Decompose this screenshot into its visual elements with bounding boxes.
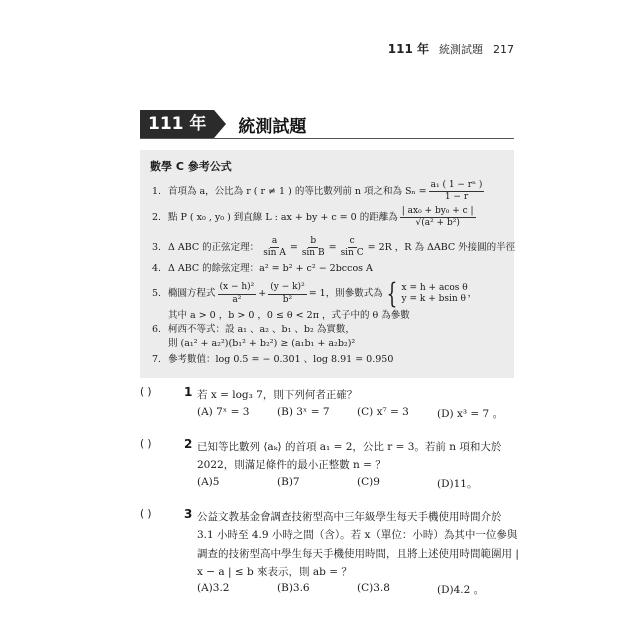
fraction-numerator: a <box>270 236 279 248</box>
option-b: (B)7 <box>277 476 300 488</box>
parametric-system <box>383 277 468 310</box>
formula-text: 橢圓方程式 <box>168 288 216 300</box>
option-a: (A)5 <box>197 476 220 488</box>
formula-number: 7. <box>152 354 162 365</box>
formula-item-2 <box>152 206 478 230</box>
question-stem: 已知等比數列 ⟨aₖ⟩ 的首項 a₁ = 2，公比 r = 3。若前 n 項和大於 2022，則滿足條件的最小正整數 n = ？ <box>197 441 502 472</box>
formula-item-6-cont <box>168 338 355 350</box>
formula-text: 參考數值：log 0.5 = − 0.301 、log 8.91 = 0.950 <box>168 354 394 365</box>
answer-blank[interactable]: ( ) <box>140 386 152 398</box>
formula-fraction <box>429 180 485 204</box>
option-c: (C) x⁷ = 3 <box>357 406 409 418</box>
formula-item-1 <box>152 180 486 204</box>
fraction-numerator: a₁ ( 1 − rⁿ ) <box>429 180 485 192</box>
fraction-numerator: (y − k)² <box>268 282 306 294</box>
answer-blank[interactable]: ( ) <box>140 508 152 520</box>
title-text: 統測試題 <box>238 116 307 137</box>
formula-text: = 2R ，R 為 ΔABC 外接圓的半徑 <box>367 241 516 253</box>
option-list <box>197 406 517 421</box>
formula-item-5-cont <box>168 310 410 322</box>
question-stem: 公益文教基金會調查技術型高中三年級學生每天手機使用時間介於 3.1 小時至 4.9 小時之間（含）。若 x（單位：小時）為其中一位參與調查的技術型高中學生每天手機使用時間，且將上述使用時間範圍用 | x − a | ≤ b 來表示，則 ab = ？ <box>197 511 519 579</box>
formula-text: Δ ABC 的餘弦定理：a² = b² + c² − 2bccos A <box>168 263 373 274</box>
option-a: (A)3.2 <box>197 582 230 594</box>
fraction-denominator: b² <box>282 294 293 305</box>
option-c: (C)9 <box>357 476 380 488</box>
formula-text: ， <box>467 288 478 300</box>
title-badge: 111 年 <box>140 110 214 138</box>
fraction-denominator: sin A <box>263 248 286 259</box>
running-head-year: 111 年 <box>387 42 429 56</box>
option-d: (D) x³ = 7 。 <box>437 408 504 420</box>
formula-text: 柯西不等式：設 a₁ 、a₂ 、b₁ 、b₂ 為實數， <box>168 324 355 335</box>
page-number: 217 <box>493 43 514 56</box>
formula-heading: 數學 C 參考公式 <box>150 160 232 173</box>
fraction-denominator: sin C <box>340 248 364 259</box>
question-1 <box>140 386 520 422</box>
question-number: 3 <box>184 507 193 521</box>
formula-fraction <box>300 236 327 260</box>
fraction-numerator: | ax₀ + by₀ + c | <box>400 206 476 218</box>
answer-blank[interactable]: ( ) <box>140 438 152 450</box>
running-head-section: 統測試題 <box>439 43 483 56</box>
formula-fraction <box>268 282 306 306</box>
fraction-denominator: √(a² + b²) <box>415 218 460 229</box>
formula-text: 點 P ( x₀ , y₀ ) 到直線 L : ax + by + c = 0 的距離為 <box>168 211 398 223</box>
formula-item-4 <box>152 263 373 275</box>
formula-fraction <box>400 206 476 230</box>
running-head <box>388 40 514 57</box>
formula-fraction <box>261 236 288 260</box>
option-b: (B) 3ˣ = 7 <box>277 406 330 418</box>
formula-fraction <box>218 282 257 306</box>
question-2 <box>140 438 520 494</box>
fraction-numerator: c <box>348 236 357 248</box>
option-list <box>197 476 517 491</box>
option-b: (B)3.6 <box>277 582 310 594</box>
formula-number: 6. <box>152 324 162 335</box>
formula-item-6 <box>152 324 355 336</box>
formula-item-5: 5. 橢圓方程式 $\frac{\text{(x − h)²}}{\text{a²}}$ + $\frac{\text{(y − k)²}}{\text{b²}}$ = 1，則參數式為 { x = h + acos θ y = k + bsin θ ， <box>152 277 478 310</box>
formula-item-7 <box>152 354 393 366</box>
question-number: 2 <box>184 437 193 451</box>
option-list <box>197 582 517 597</box>
formula-number: 3. <box>152 241 162 253</box>
option-d: (D)4.2 。 <box>437 584 485 596</box>
parametric-line: x = h + acos θ <box>401 282 468 293</box>
fraction-numerator: (x − h)² <box>218 282 257 294</box>
left-brace-icon: { <box>386 277 397 310</box>
title-divider <box>140 138 514 139</box>
question-number: 1 <box>184 385 193 399</box>
fraction-denominator: 1 − r <box>444 192 469 203</box>
formula-fraction <box>339 236 366 260</box>
formula-number: 1. <box>152 185 162 197</box>
formula-number: 4. <box>152 263 162 274</box>
formula-text: = 1，則參數式為 <box>308 288 383 300</box>
option-d: (D)11。 <box>437 478 478 490</box>
fraction-numerator: b <box>308 236 318 248</box>
reference-formula-box <box>140 150 514 378</box>
formula-text: Δ ABC 的正弦定理： <box>168 241 260 253</box>
parametric-line: y = k + bsin θ <box>401 294 466 304</box>
fraction-denominator: a² <box>232 294 242 305</box>
option-c: (C)3.8 <box>357 582 390 594</box>
formula-text: 則 (a₁² + a₂²)(b₁² + b₂²) ≥ (a₁b₁ + a₂b₂)² <box>168 338 356 349</box>
question-stem: 若 x = log₃ 7，則下列何者正確？ <box>197 389 358 401</box>
chapter-title <box>140 110 306 138</box>
formula-item-3: 3. Δ ABC 的正弦定理： $\frac{a}{\text{sin A}}$ = $\frac{b}{\text{sin B}}$ = $\frac{c}{\text{sin C}}$ = 2R ，R 為 ΔABC 外接圓的半徑 <box>152 236 516 259</box>
option-a: (A) 7ˣ = 3 <box>197 406 250 418</box>
formula-text: 首項為 a，公比為 r ( r ≠ 1 ) 的等比數列前 n 項之和為 Sₙ = <box>168 185 427 197</box>
formula-text: 其中 a > 0 ，b > 0 ，0 ≤ θ < 2π ，式子中的 θ 為參數 <box>168 310 410 321</box>
question-3 <box>140 508 520 608</box>
title-arrow-icon <box>214 110 226 138</box>
fraction-denominator: sin B <box>301 248 325 259</box>
formula-number: 2. <box>152 211 162 223</box>
formula-number: 5. <box>152 288 162 300</box>
